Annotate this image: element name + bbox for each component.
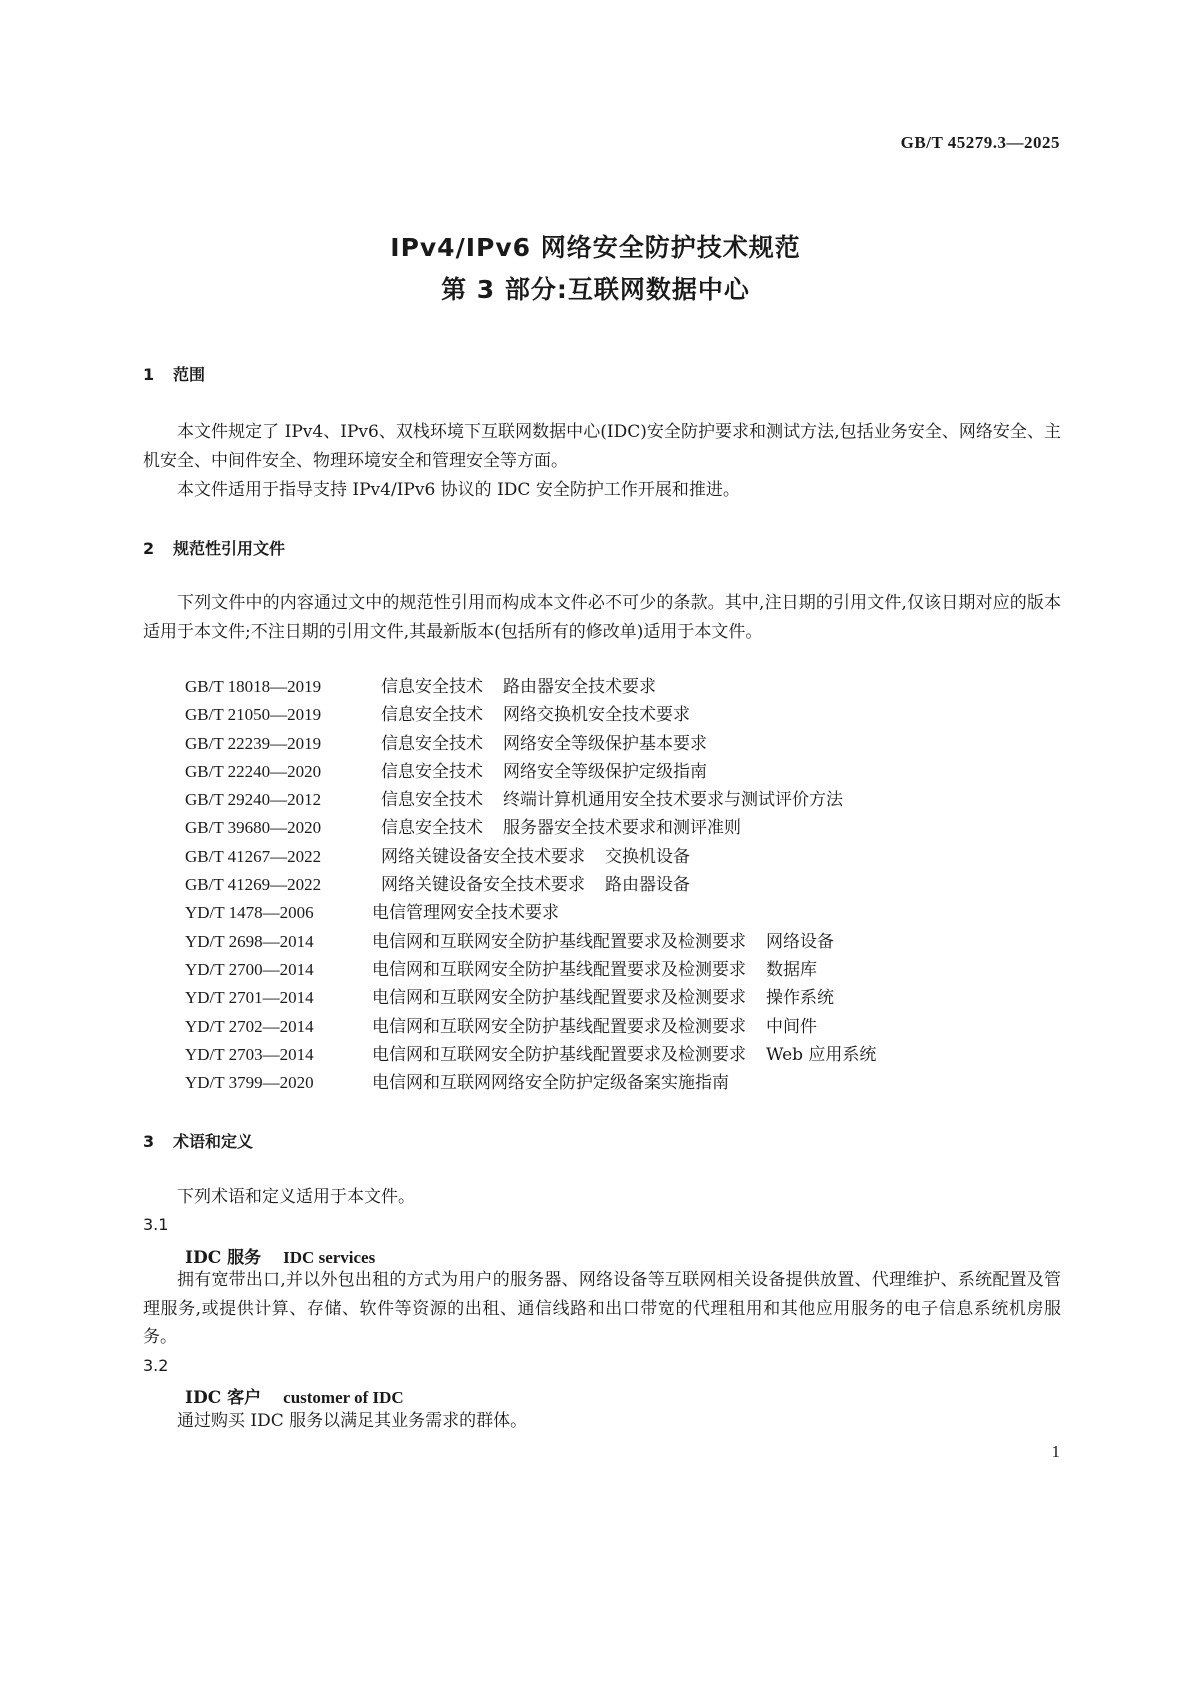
reference-list <box>185 673 896 1097</box>
section-2-number: 2 <box>143 539 155 558</box>
reference-subtitle: 中间件 <box>766 1016 817 1037</box>
reference-item <box>185 843 896 871</box>
reference-subtitle: 网络交换机安全技术要求 <box>503 705 690 726</box>
section-3-heading <box>143 1129 253 1152</box>
reference-code: YD/T 2700—2014 <box>185 959 314 979</box>
reference-item <box>185 730 896 758</box>
term-definition: 拥有宽带出口,并以外包出租的方式为用户的服务器、网络设备等互联网相关设备提供放置、代理维护、系统配置及管理服务,或提供计算、存储、软件等资源的出租、通信线路和出口带宽的代理租用和其他应用服务的电子信息系统机房服务。 <box>143 1270 1061 1347</box>
reference-title: 信息安全技术 <box>381 790 483 811</box>
term-definition: 通过购买 IDC 服务以满足其业务需求的群体。 <box>177 1411 528 1431</box>
reference-title: 电信网和互联网安全防护基线配置要求及检测要求 <box>372 959 746 980</box>
reference-item <box>185 984 896 1012</box>
reference-code: YD/T 2701—2014 <box>185 988 314 1008</box>
section-2-title: 规范性引用文件 <box>173 539 286 558</box>
reference-title: 电信网和互联网安全防护基线配置要求及检测要求 <box>372 931 746 952</box>
section-3-title: 术语和定义 <box>173 1132 254 1151</box>
reference-subtitle: 服务器安全技术要求和测评准则 <box>503 818 741 839</box>
section-1-heading <box>143 362 205 385</box>
term-number: 3.2 <box>143 1356 169 1375</box>
section-1-paragraph-2: 本文件适用于指导支持 IPv4/IPv6 协议的 IDC 安全防护工作开展和推进。 <box>177 480 740 500</box>
reference-item <box>185 1013 896 1041</box>
reference-code: GB/T 41267—2022 <box>185 846 322 866</box>
reference-title: 信息安全技术 <box>381 761 483 782</box>
reference-code: YD/T 2703—2014 <box>185 1044 314 1064</box>
reference-title: 信息安全技术 <box>381 677 483 697</box>
document-title-line1: IPv4/IPv6 网络安全防护技术规范 <box>390 233 801 262</box>
reference-item <box>185 956 896 984</box>
reference-code: YD/T 2698—2014 <box>185 931 314 951</box>
reference-code: GB/T 22240—2020 <box>185 761 322 781</box>
reference-title: 信息安全技术 <box>381 818 483 839</box>
reference-title: 网络关键设备安全技术要求 <box>381 875 585 896</box>
section-1-number: 1 <box>143 365 155 384</box>
reference-subtitle: 网络安全等级保护定级指南 <box>503 761 707 782</box>
reference-subtitle: 终端计算机通用安全技术要求与测试评价方法 <box>503 790 843 811</box>
reference-item <box>185 899 896 927</box>
section-1-title: 范围 <box>173 365 206 384</box>
reference-item <box>185 673 896 701</box>
term-zh: IDC 客户 <box>185 1388 262 1408</box>
reference-code: YD/T 3799—2020 <box>185 1073 314 1093</box>
reference-code: GB/T 29240—2012 <box>185 790 322 810</box>
standard-code: GB/T 45279.3—2025 <box>900 133 1060 152</box>
document-title-line2: 第 3 部分:互联网数据中心 <box>441 275 750 304</box>
reference-item <box>185 1041 896 1069</box>
reference-subtitle: 网络设备 <box>766 931 834 952</box>
reference-code: GB/T 22239—2019 <box>185 733 322 753</box>
page-number: 1 <box>1051 1442 1060 1461</box>
reference-subtitle: 路由器安全技术要求 <box>503 677 656 697</box>
reference-item <box>185 814 896 842</box>
reference-title: 网络关键设备安全技术要求 <box>381 846 585 867</box>
reference-item <box>185 928 896 956</box>
reference-title: 信息安全技术 <box>381 705 483 726</box>
section-2-heading <box>143 536 285 559</box>
reference-title: 电信网和互联网安全防护基线配置要求及检测要求 <box>372 1044 746 1065</box>
section-1-paragraph-1: 本文件规定了 IPv4、IPv6、双栈环境下互联网数据中心(IDC)安全防护要求和测试方法,包括业务安全、网络安全、主机安全、中间件安全、物理环境安全和管理安全等方面。 <box>143 422 1061 471</box>
reference-code: YD/T 2702—2014 <box>185 1016 314 1036</box>
reference-title: 电信网和互联网网络安全防护定级备案实施指南 <box>372 1073 729 1094</box>
reference-title: 电信管理网安全技术要求 <box>372 903 559 924</box>
reference-title: 电信网和互联网安全防护基线配置要求及检测要求 <box>372 988 746 1009</box>
term-zh: IDC 服务 <box>185 1248 262 1268</box>
reference-subtitle: 交换机设备 <box>605 846 690 867</box>
reference-subtitle: 路由器设备 <box>605 875 690 896</box>
reference-subtitle: 数据库 <box>766 959 817 980</box>
section-3-intro: 下列术语和定义适用于本文件。 <box>177 1187 415 1207</box>
section-3-number: 3 <box>143 1132 155 1151</box>
term-number: 3.1 <box>143 1215 169 1234</box>
section-2-intro: 下列文件中的内容通过文中的规范性引用而构成本文件必不可少的条款。其中,注日期的引用文件,仅该日期对应的版本适用于本文件;不注日期的引用文件,其最新版本(包括所有的修改单)适用于本文件。 <box>143 593 1061 642</box>
reference-title: 电信网和互联网安全防护基线配置要求及检测要求 <box>372 1016 746 1037</box>
reference-code: GB/T 41269—2022 <box>185 875 322 895</box>
reference-code: GB/T 21050—2019 <box>185 705 322 725</box>
term-heading <box>185 1383 404 1408</box>
reference-subtitle: 网络安全等级保护基本要求 <box>503 733 707 754</box>
term-en: customer of IDC <box>283 1388 404 1407</box>
reference-code: GB/T 39680—2020 <box>185 818 322 838</box>
reference-subtitle: 操作系统 <box>766 988 834 1009</box>
reference-item <box>185 701 896 729</box>
reference-item <box>185 758 896 786</box>
reference-code: GB/T 18018—2019 <box>185 677 322 696</box>
reference-item <box>185 1069 896 1097</box>
term-en: IDC services <box>283 1248 376 1267</box>
reference-title: 信息安全技术 <box>381 733 483 754</box>
reference-item <box>185 786 896 814</box>
reference-item <box>185 871 896 899</box>
reference-code: YD/T 1478—2006 <box>185 903 314 923</box>
term-heading <box>185 1243 375 1268</box>
reference-subtitle: Web 应用系统 <box>766 1044 877 1065</box>
